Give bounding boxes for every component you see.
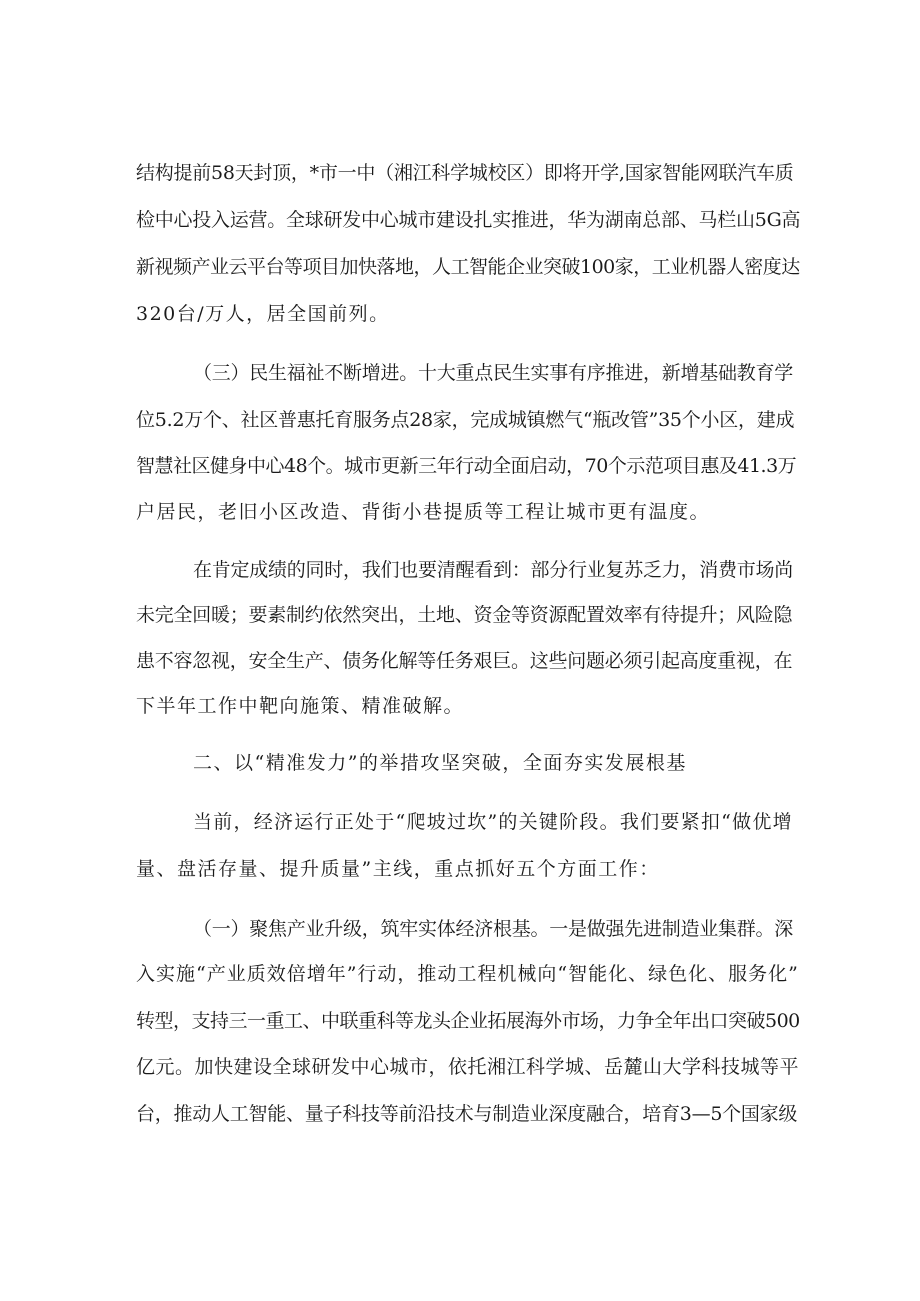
paragraph-5-line-1: 当前，经济运行正处于“爬坡过坎”的关键阶段。我们要紧扣“做优增 <box>193 811 793 833</box>
paragraph-6-line-1: （一）聚焦产业升级，筑牢实体经济根基。一是做强先进制造业集群。深 <box>193 918 794 940</box>
paragraph-1-line-3: 新视频产业云平台等项目加快落地，人工智能企业突破100家，工业机器人密度达 <box>136 256 800 278</box>
paragraph-3-line-2: 未完全回暖；要素制约依然突出，土地、资金等资源配置效率有待提升；风险隐 <box>136 604 793 626</box>
paragraph-2-line-1: （三）民生福祉不断增进。十大重点民生实事有序推进，新增基础教育学 <box>193 362 794 384</box>
paragraph-6-line-4: 亿元。加快建设全球研发中心城市，依托湘江科学城、岳麓山大学科技城等平 <box>136 1056 800 1078</box>
paragraph-3-line-1: 在肯定成绩的同时，我们也要清醒看到：部分行业复苏乏力，消费市场尚 <box>193 559 794 581</box>
paragraph-3-line-4: 下半年工作中靶向施策、精准破解。 <box>136 695 465 717</box>
section-heading: 二、以“精准发力”的举措攻坚突破，全面夯实发展根基 <box>193 752 687 774</box>
paragraph-2-line-2: 位5.2万个、社区普惠托育服务点28家，完成城镇燃气“瓶改管”35个小区，建成 <box>136 409 795 431</box>
paragraph-1-line-2: 检中心投入运营。全球研发中心城市建设扎实推进，华为湖南总部、马栏山5G高 <box>136 209 801 231</box>
paragraph-6-line-2: 入实施“产业质效倍增年”行动，推动工程机械向“智能化、绿色化、服务化” <box>136 963 799 985</box>
paragraph-6-line-5: 台，推动人工智能、量子科技等前沿技术与制造业深度融合，培育3—5个国家级 <box>136 1103 798 1125</box>
paragraph-5-line-2: 量、盘活存量、提升质量”主线，重点抓好五个方面工作： <box>136 858 660 880</box>
paragraph-1-line-4: 320台/万人，居全国前列。 <box>136 303 390 325</box>
paragraph-6-line-3: 转型，支持三一重工、中联重科等龙头企业拓展海外市场，力争全年出口突破500 <box>136 1010 800 1032</box>
paragraph-2-line-4: 户居民，老旧小区改造、背街小巷提质等工程让城市更有温度。 <box>136 501 711 523</box>
paragraph-2-line-3: 智慧社区健身中心48个。城市更新三年行动全面启动，70个示范项目惠及41.3万 <box>136 455 797 477</box>
paragraph-1-line-1: 结构提前58天封顶，*市一中（湘江科学城校区）即将开学,国家智能网联汽车质 <box>136 162 794 184</box>
paragraph-3-line-3: 患不容忽视，安全生产、债务化解等任务艰巨。这些问题必须引起高度重视，在 <box>136 650 793 672</box>
